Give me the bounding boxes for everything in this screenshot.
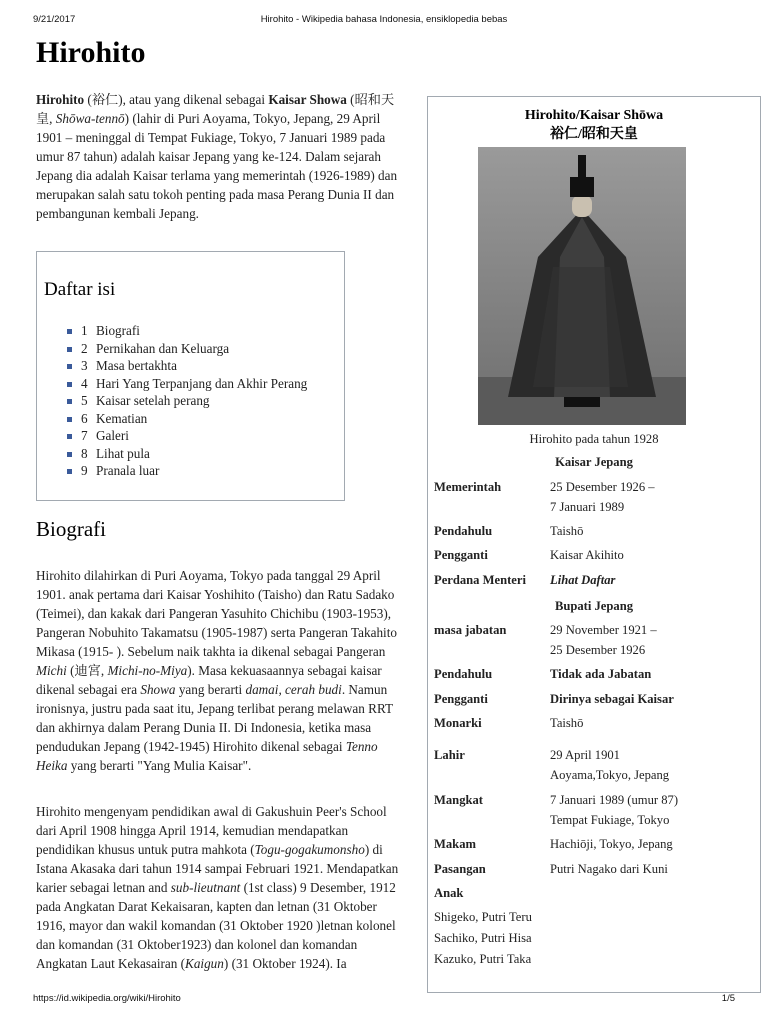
children-list xyxy=(434,907,532,970)
row-value: 7 Januari 1989 (umur 87) Tempat Fukiage, Tokyo xyxy=(550,793,679,827)
row-label: Pendahulu xyxy=(434,667,493,681)
toc-item[interactable]: 4 Hari Yang Terpanjang dan Akhir Perang xyxy=(67,375,307,393)
table-of-contents xyxy=(36,251,345,501)
photo-caption: Hirohito pada tahun 1928 xyxy=(529,432,659,446)
row-label: Pengganti xyxy=(434,692,488,706)
intro-paragraph: Hirohito (裕仁), atau yang dikenal sebagai Kaisar Showa (昭和天皇, Shōwa-tennō) (lahir di Puri Aoyama, Tokyo, Jepang, 29 April 1901 – meninggal di Tempat Fukiage, Tokyo, 7 Januari 1989 pada umur 87 tahun) adalah kaisar Jepang yang ke-124. Dalam sejarah Jepang dia adalah Kaisar terlama yang memerintah (1926-1989) dan merupakan salah satu tokoh penting pada masa Perang Dunia II dan pembangunan kembali Jepang. xyxy=(36,92,398,221)
toc-item[interactable]: 3 Masa bertakhta xyxy=(67,357,307,375)
toc-item[interactable]: 2 Pernikahan dan Keluarga xyxy=(67,340,307,358)
print-date: 9/21/2017 xyxy=(33,14,76,25)
row-label: Monarki xyxy=(434,716,482,730)
toc-list xyxy=(67,322,307,480)
row-value: Tidak ada Jabatan xyxy=(550,667,652,681)
row-label: Pengganti xyxy=(434,548,488,562)
toc-item[interactable]: 8 Lihat pula xyxy=(67,445,307,463)
toc-item[interactable]: 1 Biografi xyxy=(67,322,307,340)
row-label: Memerintah xyxy=(434,480,502,494)
toc-item[interactable]: 5 Kaisar setelah perang xyxy=(67,392,307,410)
biografi-paragraph-1: Hirohito dilahirkan di Puri Aoyama, Tokyo pada tanggal 29 April 1901. anak pertama dari Kaisar Yoshihito (Taisho) dan Ratu Sadako (Teimei), dan kakak dari Pangeran Yasuhito Chichibu (1903-1953), Pangeran Nobuhito Takamatsu (1905-1987) serta Pangeran Takahito Mikasa (1915- ). Sebelum naik takhta ia dikenal sebagai Pangeran Michi (迪宮, Michi-no-Miya). Masa kekuasaannya sebagai kaisar dikenal sebagai era Showa yang berarti damai, cerah budi. Namun ironisnya, justru pada saat itu, Jepang terlibat perang melawan RRT dan akhirnya dalam Perang Dunia II. Di Indonesia, ketika masa pendudukan Jepang (1942-1945) Hirohito dikenal sebagai Tenno Heika yang berarti "Yang Mulia Kaisar". xyxy=(36,568,397,773)
intro-alias: Kaisar Showa xyxy=(268,92,347,107)
child-item[interactable]: Shigeko, Putri Teru xyxy=(434,910,532,924)
toc-item[interactable]: 9 Pranala luar xyxy=(67,462,307,480)
row-value: Dirinya sebagai Kaisar xyxy=(550,692,674,706)
row-value[interactable]: Taishō xyxy=(550,524,584,538)
row-label: Pasangan xyxy=(434,862,486,876)
row-label: Perdana Menteri xyxy=(434,573,526,587)
row-value[interactable]: Taishō xyxy=(550,716,584,730)
print-title: Hirohito - Wikipedia bahasa Indonesia, ensiklopedia bebas xyxy=(260,14,508,25)
toc-item[interactable]: 7 Galeri xyxy=(67,427,307,445)
infobox-title: Hirohito/Kaisar Shōwa 裕仁/昭和天皇 xyxy=(524,108,664,142)
row-value[interactable]: Hachiōji, Tokyo, Jepang xyxy=(550,837,673,851)
child-item[interactable]: Kazuko, Putri Taka xyxy=(434,952,532,966)
row-label: Anak xyxy=(434,886,464,900)
infobox-subheader: Kaisar Jepang xyxy=(555,455,633,469)
row-label: Pendahulu xyxy=(434,524,493,538)
row-value: 29 April 1901 Aoyama,Tokyo, Jepang xyxy=(550,748,670,782)
child-item[interactable]: Sachiko, Putri Hisa xyxy=(434,931,532,945)
page-title: Hirohito xyxy=(36,36,146,69)
row-label: Mangkat xyxy=(434,793,483,807)
infobox-subheader: Bupati Jepang xyxy=(554,599,634,613)
row-label: Lahir xyxy=(434,748,465,762)
row-value[interactable]: Lihat Daftar xyxy=(550,573,616,587)
row-label: Makam xyxy=(434,837,476,851)
row-value: 25 Desember 1926 – 7 Januari 1989 xyxy=(550,480,655,514)
portrait-figure-icon xyxy=(478,147,686,425)
infobox xyxy=(427,96,761,993)
row-label: masa jabatan xyxy=(434,623,507,637)
print-page-number: 1/5 xyxy=(721,993,735,1004)
portrait-photo[interactable] xyxy=(478,147,686,425)
row-value[interactable]: Kaisar Akihito xyxy=(550,548,624,562)
intro-name: Hirohito xyxy=(36,92,85,107)
toc-title: Daftar isi xyxy=(44,279,116,300)
row-value: 29 November 1921 – 25 Desember 1926 xyxy=(550,623,657,657)
biografi-paragraph-2: Hirohito mengenyam pendidikan awal di Gakushuin Peer's School dari April 1908 hingga April 1914, kemudian mendapatkan pendidikan khusus untuk putra mahkota (Togu-gogakumonsho) di Istana Akasaka dari tahun 1914 sampai Februari 1921. Mendapatkan karier sebagai letnan and sub-lieutnant (1st class) 9 Desember, 1912 pada Angkatan Darat Kekaisaran, kapten dan letnan (31 Oktober 1916, mayor dan wakil komandan (31 Oktober 1920 )letnan kolonel dan komandan (31 Oktober1923) dan kolonel dan komandan Angkatan Laut Kekasairan (Kaigun) (31 Oktober 1924). Ia xyxy=(36,804,399,971)
row-value[interactable]: Putri Nagako dari Kuni xyxy=(550,862,668,876)
toc-item[interactable]: 6 Kematian xyxy=(67,410,307,428)
section-heading-biografi: Biografi xyxy=(36,517,106,541)
print-url: https://id.wikipedia.org/wiki/Hirohito xyxy=(33,993,181,1004)
